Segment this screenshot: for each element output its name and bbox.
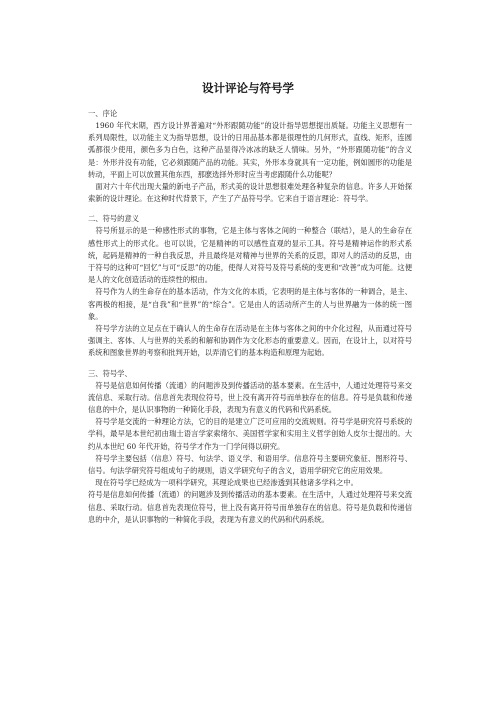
paragraph: 符号是信息如何传播（流通）的问题涉及到传播活动的基本要素。在生活中，人通过处理符号来交流信息、采取行动。信息首先表现位符号，世上没有离开符号而单独存在的信息。符号是负载和传递信息的中介，是认识事物的一种简化手段，表现为有意义的代码和代码系统。 bbox=[88, 380, 412, 415]
document-body bbox=[88, 108, 412, 526]
section-heading: 三、符号学、 bbox=[88, 368, 132, 378]
paragraph: 符号是信息如何传播（流通）的问题涉及到传播活动的基本要素。在生活中，人通过处理符号来交流信息、采取行动。信息首先表现位符号，世上没有离开符号而单独存在的信息。符号是负载和传递信息的中介，是认识事物的一种简化手段，表现为有意义的代码和代码系统。 bbox=[88, 490, 412, 524]
paragraph: 符号学是交流的一种理论方法，它的目的是建立广泛可应用的交流规则。符号学是研究符号系统的学科，最早是本世纪初由瑞士语言学家索绪尔、美国哲学家和实用主义哲学创始人皮尔士提出的。大约从本世纪 60 年代开始，符号学才作为一门学问得以研究。 bbox=[88, 417, 412, 451]
paragraph: 符号学方法的立足点在于确认人的生命存在活动是在主体与客体之间的中介化过程，从而通过符号强调主、客体、人与世界的关系的和解和协调作为文化形态的重要意义。因而，在设计上，以对符号系统和图象世界的考察和批判开始，以弄清它们的基本构造和原理为起始。 bbox=[88, 324, 412, 358]
section-heading: 一、序论 bbox=[88, 109, 118, 118]
paragraph: 现在符号学已经成为一项科学研究，其理论成果也已经渗透到其他诸多学科之中。 bbox=[88, 478, 358, 488]
paragraph: 符号所显示的是一种感性形式的事物，它是主体与客体之间的一种整合（联结），是人的生命存在感性形式上的形式化。也可以说，它是精神的可以感性直观的显示工具。符号是精神运作的形式系统，起码是精神的一种自我反思，并且最终是对精神与世界的关系的反思，即对人的活动的反思，由于符号的这种可“回忆”与可“反思”的功能，使得人对符号及符号系统的变更和“改善”成为可能。这便是人的文化创造活动的连续性的根由。 bbox=[88, 226, 412, 285]
paragraph: 符号学主要包括（信息）符号、句法学、语义学、和语用学。信息符号主要研究象征、图形符号、信号。句法学研究符号组成句子的规则，语义学研究句子的含义，语用学研究它的应用效果。 bbox=[88, 453, 412, 476]
paragraph: 面对六十年代出现大量的新电子产品，形式美的设计思想很难处理各种复杂的信息。许多人开始探索新的设计理论。在这种时代背景下，产生了产品符号学。它来自于语言理论：符号学。 bbox=[88, 182, 412, 204]
section-heading: 二、符号的意义 bbox=[88, 214, 140, 224]
paragraph: 1960 年代末期，西方设计界普遍对“外形跟随功能”的设计指导思想提出质疑。功能主义思想有一系列局限性，以功能主义为指导思想，设计的日用品基本都是很理性的几何形式，直线、矩形，连圆弧都很少使用，颜色多为白色，这种产品显得冷冰冰的缺乏人情味。另外，“外形跟随功能”的含义是：外形并没有功能，它必须跟随产品的功能。其实，外形本身就具有一定功能，例如圆形的功能是转动，平面上可以放置其他东西，那麽选择外形时应当考虑跟随什么功能呢？ bbox=[88, 121, 412, 179]
paragraph: 符号作为人的生命存在的基本活动，作为文化的本质，它表明的是主体与客体的一种调合，是主、客两极的相接，是“自我”和“世界”的“综合”。它是由人的活动所产生的人与世界融为一体的统一图象。 bbox=[88, 287, 412, 321]
document-title: 设计评论与符号学 bbox=[202, 81, 294, 95]
